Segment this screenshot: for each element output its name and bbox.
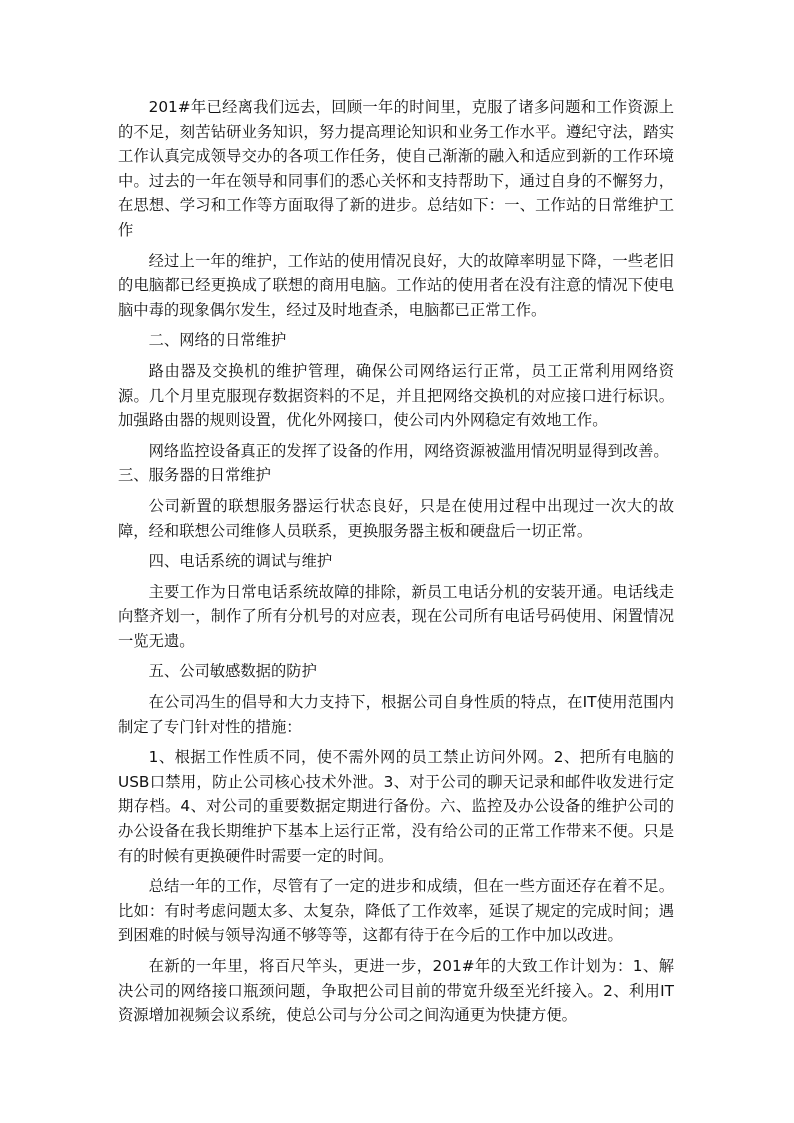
paragraph-workstation: 经过上一年的维护，工作站的使用情况良好，大的故障率明显下降，一些老旧的电脑都已经更换成了联想的商用电脑。工作站的使用者在没有注意的情况下使电脑中毒的现象偶尔发生，经过及时地查杀，电脑都已正常工作。 xyxy=(118,251,674,319)
section-heading-server: 三、服务器的日常维护 xyxy=(118,466,271,485)
section-heading-phone: 四、电话系统的调试与维护 xyxy=(148,552,333,571)
paragraph-server: 公司新置的联想服务器运行状态良好，只是在使用过程中出现过一次大的故障，经和联想公司维修人员联系，更换服务器主板和硬盘后一切正常。 xyxy=(118,496,674,540)
paragraph-measures: 1、根据工作性质不同，使不需外网的员工禁止访问外网。2、把所有电脑的USB口禁用，防止公司核心技术外泄。3、对于公司的聊天记录和邮件收发进行定期存档。4、对公司的重要数据定期进行备份。六、监控及办公设备的维护公司的办公设备在我长期维护下基本上运行正常，没有给公司的正常工作带来不便。只是有的时候有更换硬件时需要一定的时间。 xyxy=(118,748,674,865)
paragraph-summary: 总结一年的工作，尽管有了一定的进步和成绩，但在一些方面还存在着不足。比如：有时考虑问题太多、太复杂，降低了工作效率，延误了规定的完成时间；遇到困难的时候与领导沟通不够等等，这都有待于在今后的工作中加以改进。 xyxy=(118,877,674,945)
paragraph-data-protection: 在公司冯生的倡导和大力支持下，根据公司自身性质的特点，在IT使用范围内制定了专门针对性的措施： xyxy=(118,693,674,736)
paragraph-network: 路由器及交换机的维护管理，确保公司网络运行正常，员工正常利用网络资源。几个月里克服现存数据资料的不足，并且把网络交换机的对应接口进行标识。加强路由器的规则设置，优化外网接口，使公司内外网稳定有效地工作。 xyxy=(118,361,674,430)
paragraph-plan: 在新的一年里，将百尺竿头，更进一步，201#年的大致工作计划为：1、解决公司的网络接口瓶颈问题，争取把公司目前的带宽升级至光纤接入。2、利用IT资源增加视频会议系统，使总公司与分公司之间沟通更为快捷方便。 xyxy=(118,957,674,1025)
paragraph-phone: 主要工作为日常电话系统故障的排除，新员工电话分机的安装开通。电话线走向整齐划一，制作了所有分机号的对应表，现在公司所有电话号码使用、闲置情况一览无遗。 xyxy=(118,582,674,650)
section-heading-data-protection: 五、公司敏感数据的防护 xyxy=(148,662,317,681)
paragraph-monitoring: 网络监控设备真正的发挥了设备的作用，网络资源被滥用情况明显得到改善。 xyxy=(148,441,669,460)
paragraph-intro: 201#年已经离我们远去，回顾一年的时间里，克服了诸多问题和工作资源上的不足，刻苦钻研业务知识，努力提高理论知识和业务工作水平。遵纪守法，踏实工作认真完成领导交办的各项工作任务，使自己渐渐的融入和适应到新的工作环境中。过去的一年在领导和同事们的悉心关怀和支持帮助下，通过自身的不懈努力，在思想、学习和工作等方面取得了新的进步。总结如下：一、工作站的日常维护工作 xyxy=(118,98,674,239)
document-body xyxy=(118,95,674,1034)
section-heading-network: 二、网络的日常维护 xyxy=(148,331,287,350)
